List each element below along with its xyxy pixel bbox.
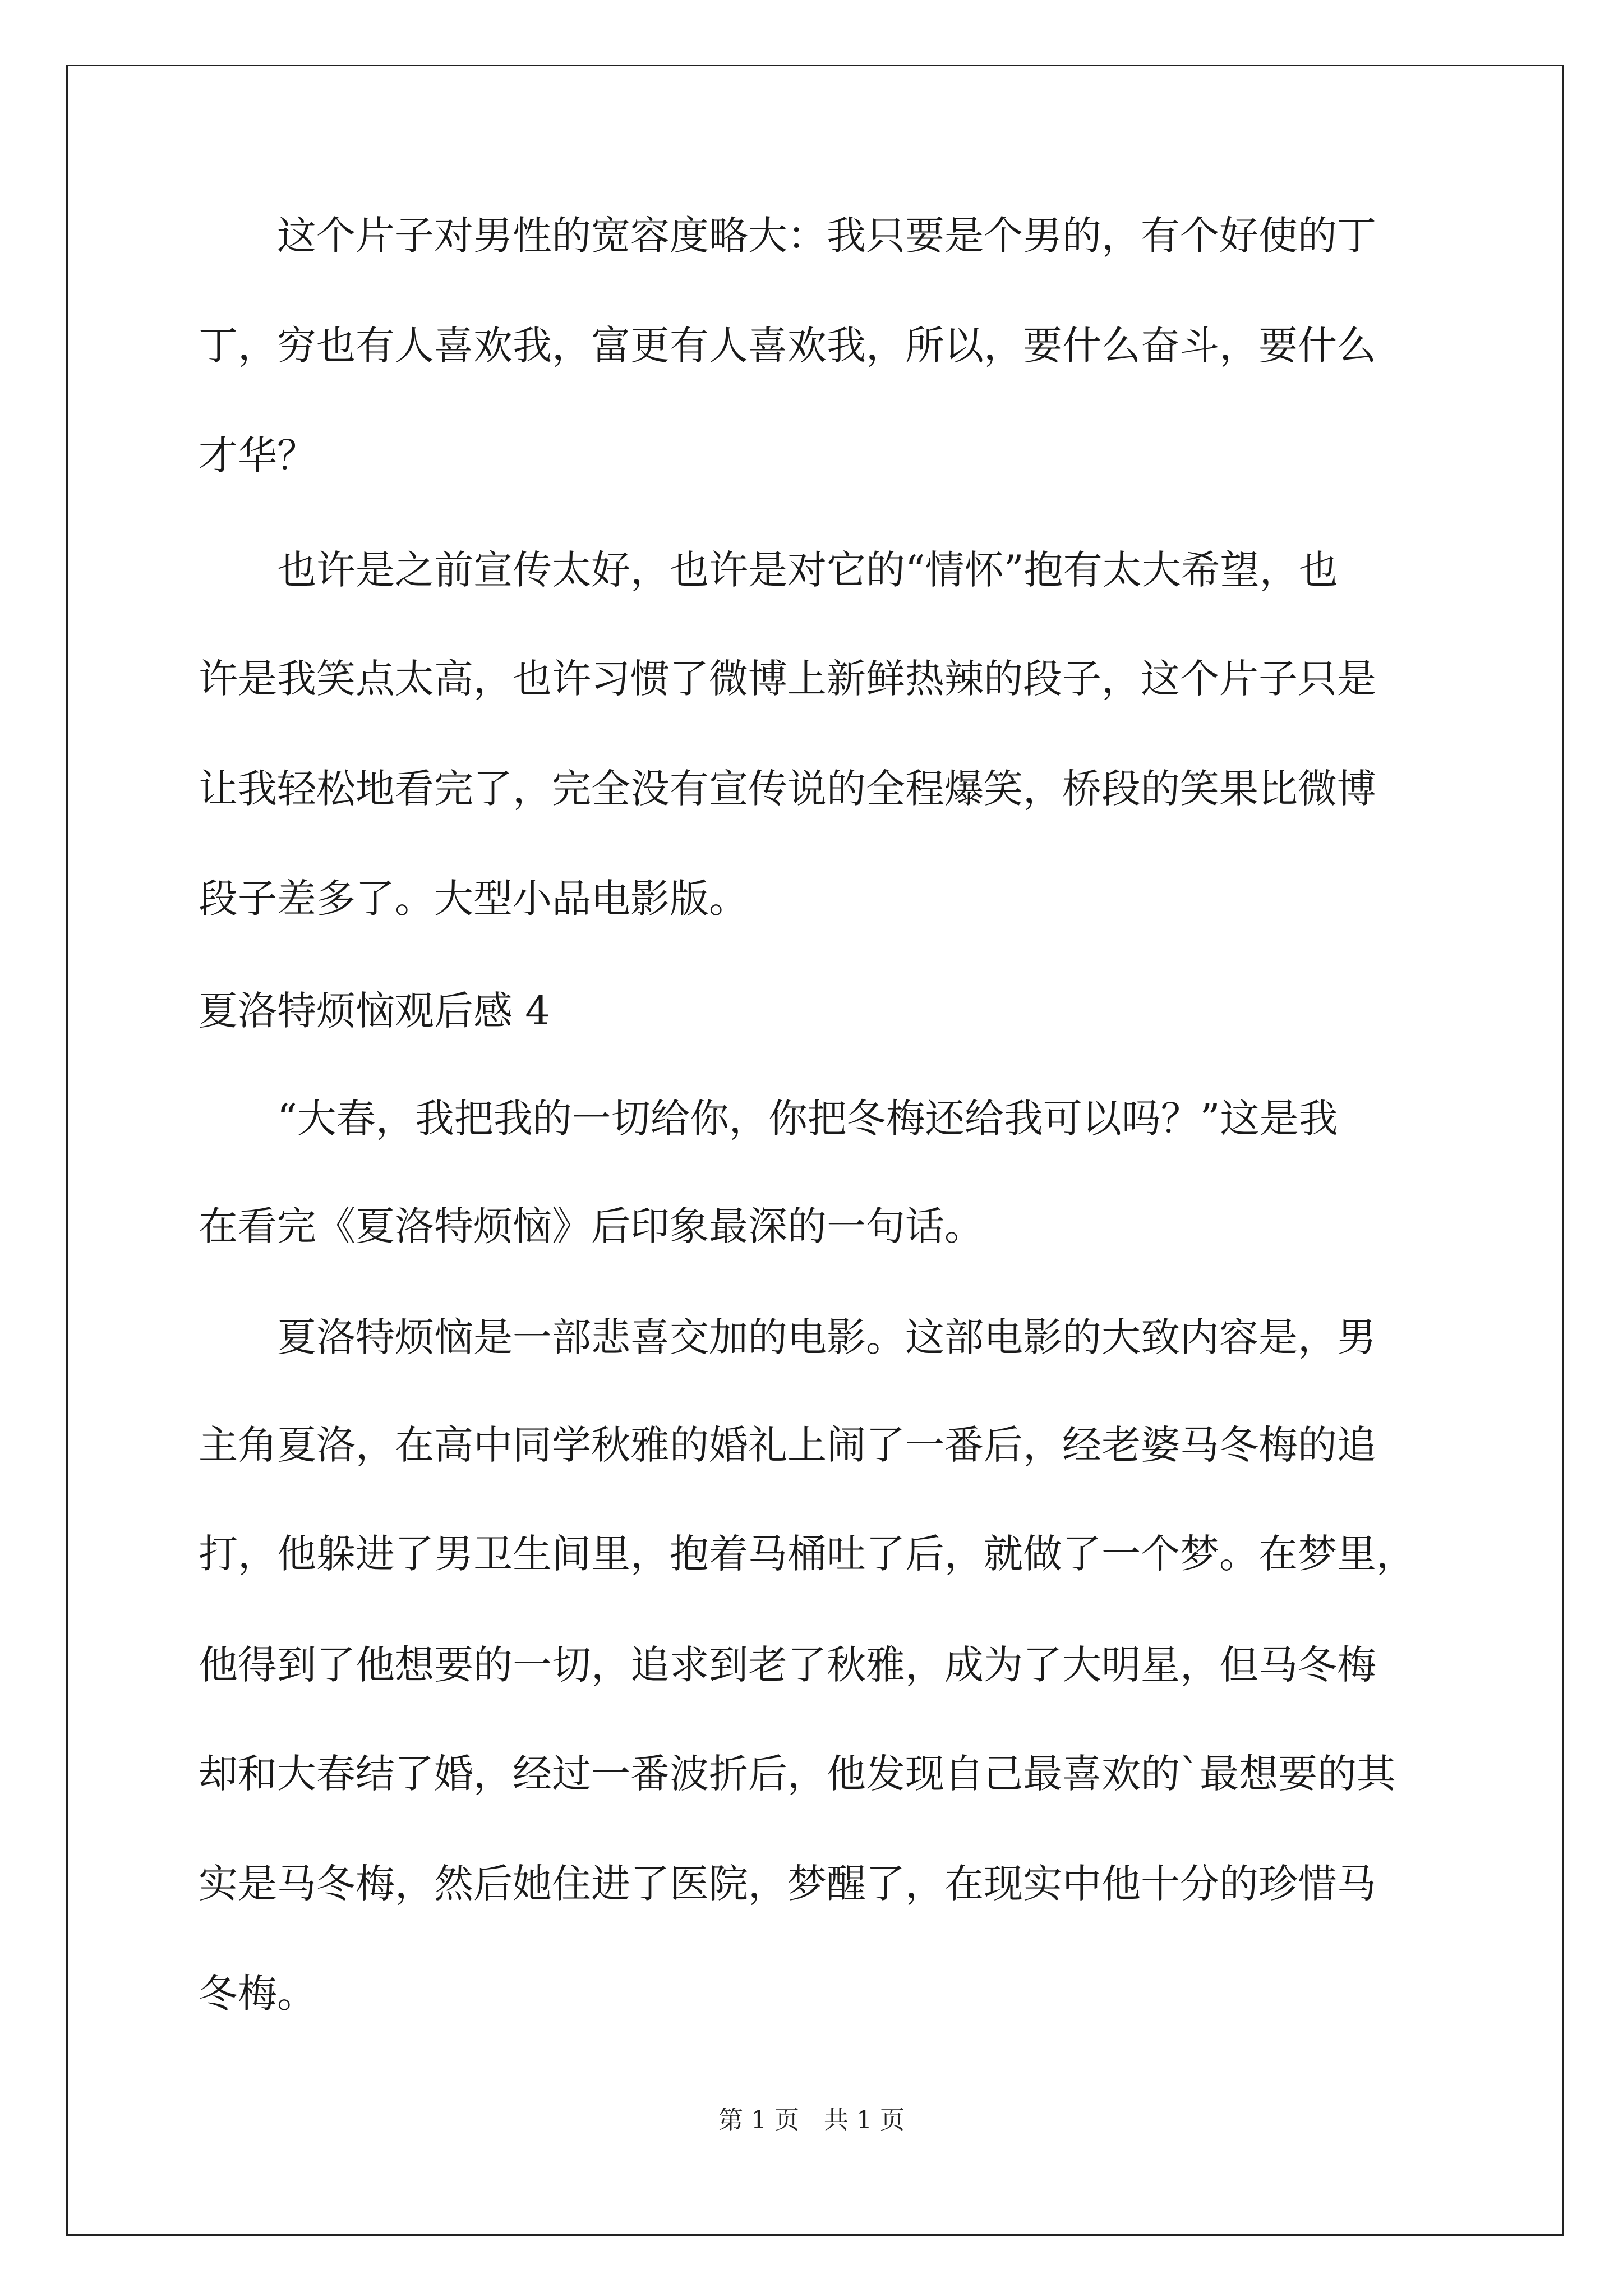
- text-line: 这个片子对男性的宽容度略大：我只要是个男的，有个好使的丁: [199, 213, 1376, 259]
- text-line: 丁，穷也有人喜欢我，富更有人喜欢我，所以，要什么奋斗，要什么: [199, 323, 1376, 369]
- text-line: 许是我笑点太高，也许习惯了微博上新鲜热辣的段子，这个片子只是: [199, 656, 1376, 702]
- text-line: 冬梅。: [199, 1971, 316, 2017]
- section-heading: 夏洛特烦恼观后感 4: [199, 988, 550, 1034]
- text-line: 却和大春结了婚，经过一番波折后，他发现自己最喜欢的`最想要的其: [199, 1751, 1396, 1797]
- text-line: 段子差多了。大型小品电影版。: [199, 876, 748, 922]
- text-line: 让我轻松地看完了，完全没有宣传说的全程爆笑，桥段的笑果比微博: [199, 766, 1376, 812]
- text-line: 在看完《夏洛特烦恼》后印象最深的一句话。: [199, 1203, 984, 1249]
- text-line: 他得到了他想要的一切，追求到老了秋雅，成为了大明星，但马冬梅: [199, 1642, 1376, 1688]
- text-line: 主角夏洛，在高中同学秋雅的婚礼上闹了一番后，经老婆马冬梅的追: [199, 1422, 1376, 1468]
- text-line: 打，他躲进了男卫生间里，抱着马桶吐了后，就做了一个梦。在梦里，: [199, 1531, 1415, 1577]
- text-line: 也许是之前宣传太好，也许是对它的“情怀”抱有太大希望，也: [199, 547, 1338, 593]
- text-line: 实是马冬梅，然后她住进了医院，梦醒了，在现实中他十分的珍惜马: [199, 1861, 1376, 1907]
- text-line: 夏洛特烦恼是一部悲喜交加的电影。这部电影的大致内容是，男: [199, 1314, 1376, 1360]
- text-line: 才华？: [199, 432, 316, 478]
- text-line: “大春，我把我的一切给你，你把冬梅还给我可以吗？”这是我: [199, 1096, 1338, 1142]
- page-number: 第 1 页 共 1 页: [718, 2106, 905, 2134]
